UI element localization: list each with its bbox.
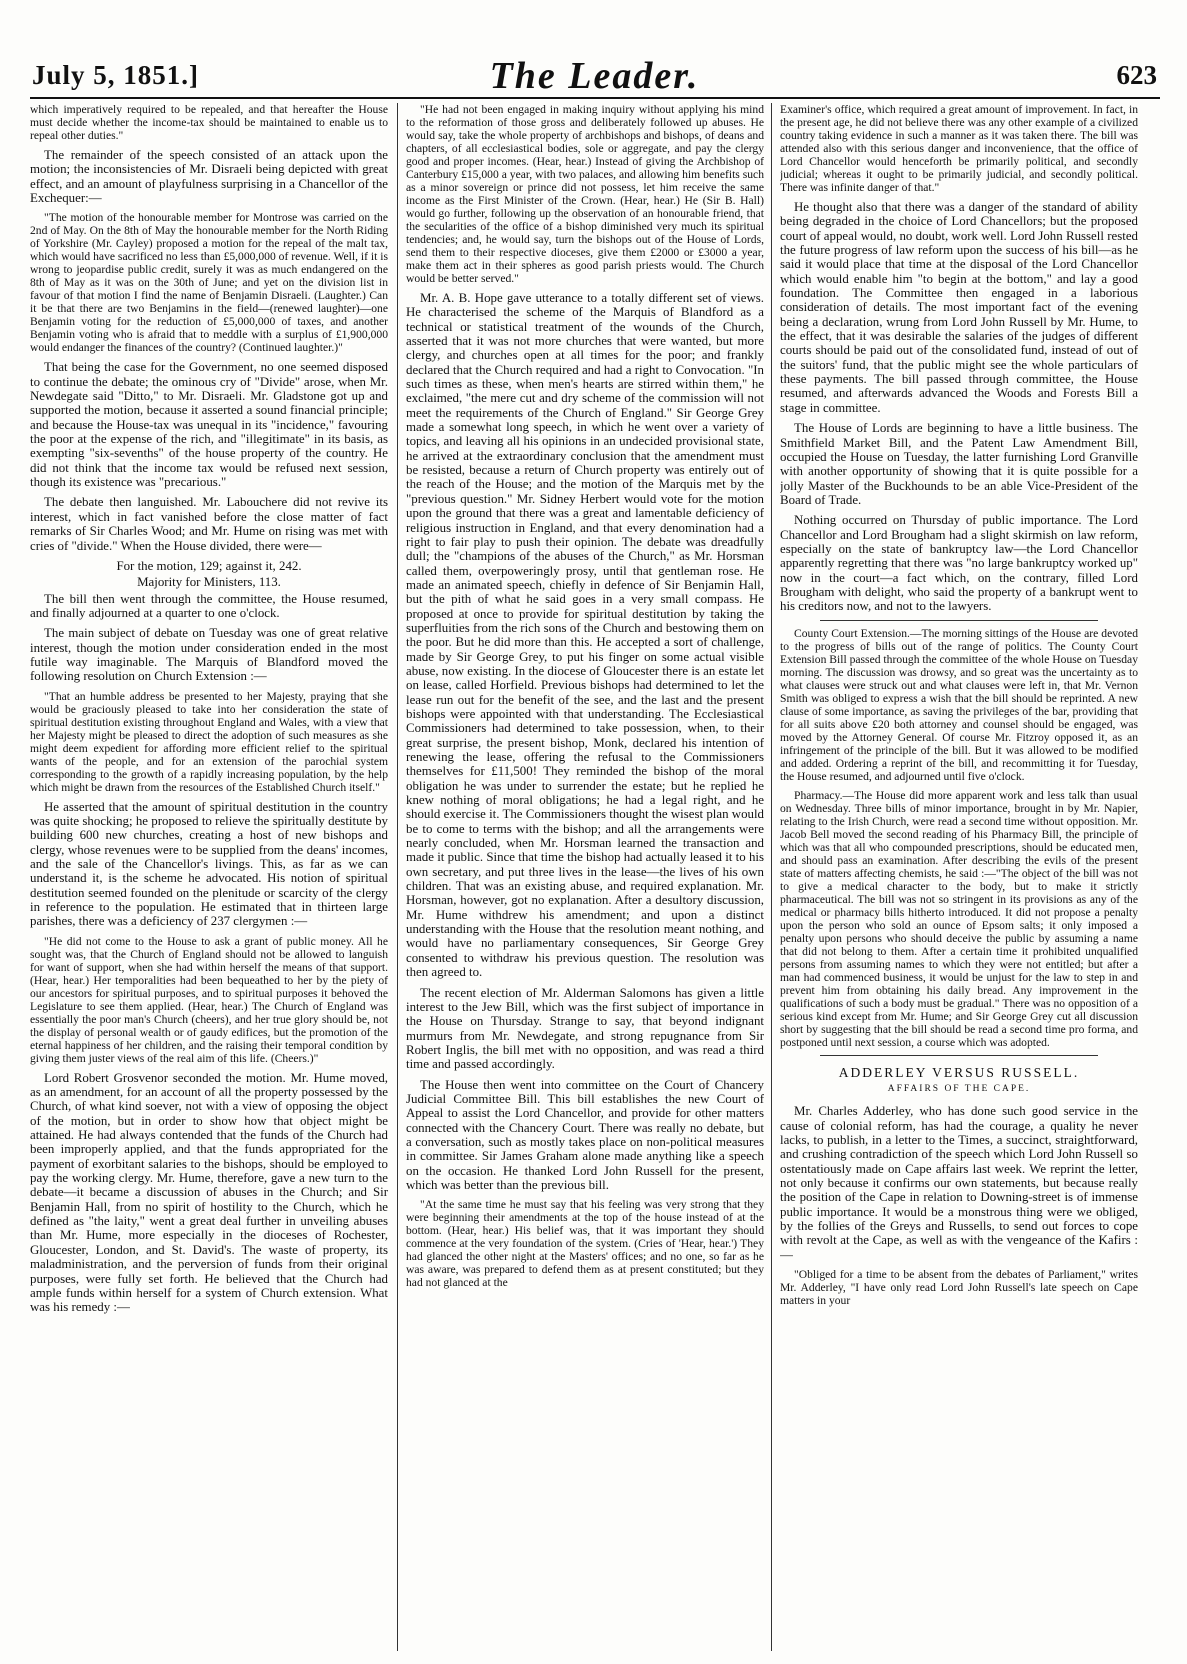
paragraph: Nothing occurred on Thursday of public importance. The Lord Chancellor and Lord Brougham had a slight skirmish on law reform, especially on the state of bankruptcy law—the Lord Chancellor apparently regretting that there was "no large bankruptcy worked up" now in the court—a fact which, on the contrary, filled Lord Brougham with delight, who said the property of a bankrupt went to his creditors now, and not to the lawyers. xyxy=(780,513,1138,614)
paragraph: Pharmacy.—The House did more apparent work and less talk than usual on Wednesday. Three bills of minor importance, brought in by Mr. Napier, relating to the Irish Church, were read a second time without opposition. Mr. Jacob Bell moved the second reading of his Pharmacy Bill, the principle of which was that all who compounded prescriptions, should be educated men, and should pass an examination. After describing the evils of the present state of matters affecting chemists, he said :—"The object of the bill was not to give a medical character to the body, but to make it strictly pharmaceutical. The bill was not so stringent in its provisions as any of the medical or pharmacy bills hitherto introduced. It did not propose a penalty upon the person who sold an ounce of Epsom salts; it only imposed a penalty upon persons who should deceive the public by assuming a name that did not belong to them. After a certain time it prohibited unqualified persons from assuming names to which they were not entitled; but after a man had commenced business, it would be unjust for the law to step in and prevent him from obtaining his daily bread. Any improvement in the qualifications of such a body must be gradual." There was no opposition of a serious kind except from Mr. Hume; and Sir George Grey cut all discussion short by suggesting that the bill should be read a second time pro forma, and postponed until next session, a course which was adopted. xyxy=(780,788,1138,1049)
division-majority: Majority for Ministers, 113. xyxy=(137,575,281,590)
column-1 xyxy=(30,103,388,1651)
quotation: "That an humble address be presented to her Majesty, praying that she would be graciously pleased to take into her consideration the state of spiritual destitution existing throughout England and Wales, with a view that her Majesty might be pleased to direct the adoption of such measures as she might deem expedient for affording more efficient relief to the spiritual wants of the people, and for an extension of the parochial system corresponding to the growth of a rapidly increasing population, by the help which might be drawn from the resources of the Established Church itself." xyxy=(30,689,388,794)
issue-date: July 5, 1851.] xyxy=(32,60,200,90)
masthead-rule xyxy=(30,97,1160,99)
paragraph: That being the case for the Government, no one seemed disposed to continue the debate; the ominous cry of "Divide" arose, when Mr. Newdegate said "Ditto," to Mr. Disraeli. Mr. Gladstone got up and supported the motion, because it asserted a sound financial principle; and because the House-tax was unequal in its "incidence," favouring the poor at the expense of the rich, and "illegitimate" in its basis, as exempting "six-sevenths" of the house property of the country. He did not think that the income tax would be refused next session, though its existence was "precarious." xyxy=(30,360,388,490)
page-number: 623 xyxy=(1116,60,1157,90)
quotation: "He did not come to the House to ask a grant of public money. All he sought was, that the Church of England should not be allowed to languish for want of support, when she had within herself the means of that support. (Hear, hear.) Her temporalities had been bequeathed to her by the piety of our ancestors for spiritual purposes, and to spiritual purposes it behoved the Legislature to see them applied. (Hear, hear.) The Church of England was essentially the poor man's Church (cheers), and her true glory should be, not the display of personal wealth or of gaudy edifices, but the promotion of the eternal happiness of her children, and the raising their temporal condition by giving them juster views of the real aim of this life. (Cheers.)" xyxy=(30,934,388,1065)
section-rule xyxy=(820,1055,1098,1056)
paragraph: He asserted that the amount of spiritual destitution in the country was quite shocking; he proposed to relieve the spiritually destitute by building 600 new churches, creating a host of new bishops and clergy, whose revenues were to be supplied from the deans' incomes, and the sale of the Chancellor's livings. This, as far as we can understand it, is the scheme he advocated. His notion of spiritual destitution seemed founded on the plenitude or scarcity of the clergy in reference to the population. He estimated that in thirteen large parishes, there was a deficiency of 237 clergymen :— xyxy=(30,799,388,929)
quotation: "At the same time he must say that his feeling was very strong that they were beginning their amendments at the top of the house instead of at the bottom. (Hear, hear.) His belief was, that it was important they should commence at the very foundation of the system. (Cries of 'Hear, hear.') They had glanced the other night at the Masters' offices; and no one, so far as he was aware, was prepared to defend them as at present constituted; but they had not glanced at the xyxy=(406,1198,764,1290)
quotation: "Obliged for a time to be absent from the debates of Parliament," writes Mr. Adderley, "I have only read Lord John Russell's late speech on Cape matters in your xyxy=(780,1268,1138,1308)
paragraph: The House then went into committee on the Court of Chancery Judicial Committee Bill. This bill establishes the new Court of Appeal to assist the Lord Chancellor, and provide for other matters connected with the Chancery Court. There was really no debate, but a conversation, such as mostly takes place on non-political measures in committee. Sir James Graham alone made anything like a speech on the occasion. He thanked Lord John Russell for the present, which was better than the previous bill. xyxy=(406,1077,764,1192)
paragraph: The debate then languished. Mr. Labouchere did not revive its interest, which in fact vanished before the close matter of fact remarks of Sir Charles Wood; and Mr. Hume on rising was met with cries of "divide." When the House divided, there were— xyxy=(30,495,388,553)
paragraph: The main subject of debate on Tuesday was one of great relative interest, though the motion under consideration ended in the most futile way imaginable. The Marquis of Blandford moved the following resolution on Church Extension :— xyxy=(30,626,388,684)
article-heading: ADDERLEY VERSUS RUSSELL. xyxy=(838,1064,1080,1080)
paragraph: The remainder of the speech consisted of an attack upon the motion; the inconsistencies of Mr. Disraeli being depicted with great effect, and an amount of playfulness surprising in a Chancellor of the Exchequer:— xyxy=(30,148,388,206)
paragraph: The House of Lords are beginning to have a little business. The Smithfield Market Bill, and the Patent Law Amendment Bill, occupied the House on Tuesday, the latter furnishing Lord Granville with another opportunity of showing that it is quite possible for a jolly Master of the Buckhounds to be an able Vice-President of the Board of Trade. xyxy=(780,421,1138,507)
paragraph: The bill then went through the committee, the House resumed, and finally adjourned at a quarter to one o'clock. xyxy=(30,591,388,620)
newspaper-title: The Leader. xyxy=(489,55,700,97)
column-3 xyxy=(780,103,1138,1651)
paragraph: He thought also that there was a danger of the standard of ability being degraded in the choice of Lord Chancellors; but the proposed court of appeal would, no doubt, work well. Lord John Russell rested the future progress of law reform upon the success of his bill—as he said it would place that time at the disposal of the Lord Chancellor which would enable him "to begin at the bottom," and lay a good foundation. The Committee then engaged in a laborious consideration of details. The most important fact of the evening being a declaration, wrung from Lord John Russell by Mr. Hume, to the effect, that it was desirable the salaries of the judges of different courts should be paid out of the consolidated fund, instead of out of the suitors' fund, that the public might see the whole particulars of these payments. The bill passed through committee, the House resumed, and afterwards advanced the Woods and Forests Bill a stage in committee. xyxy=(780,200,1138,415)
masthead xyxy=(32,52,1157,96)
paragraph: Mr. A. B. Hope gave utterance to a totally different set of views. He characterised the scheme of the Marquis of Blandford as a technical or statistical treatment of the wounds of the Church, asserted that it was not more churches that were wanted, but more clergy, and churches open at all times for the poor; and frankly declared that the Church required and had a right to Convocation. "In such times as these, when men's hearts are stirred within them," he exclaimed, "the mere cut and dry scheme of the commission will not meet the requirements of the Church of England." Sir George Grey made a somewhat long speech, in which he went over a variety of topics, and leaving all his opinions in an undecided provisional state, he arrived at the extraordinary conclusion that the amendment must be resisted, because a return of Church property was entirely out of the reach of the House; and the motion of the Marquis met by the "previous question." Mr. Sidney Herbert would vote for the motion upon the ground that there was a great and lamentable deficiency of religious instruction in England, and that every denomination had a right to fair play to push their opinion. The debate was dreadfully dull; the "champions of the abuses of the Church," as Mr. Horsman called them, overpoweringly prosy, until that gentleman rose. He made an animated speech, chiefly in defence of Sir Benjamin Hall, but the pith of what he said goes in a very small compass. He proposed at once to provide for spiritual destitution by taking the superfluities from the rich sons of the Church and bestowing them on the poor. But he did more than this. He accepted a sort of challenge, made by Sir George Grey, to put his finger on some actual visible abuse, now existing. In the diocese of Gloucester there is an estate let on lease, called Horfield. Previous bishops had determined to let the lease run out for the benefit of the see, and the last and the present bishops were appointed with that understanding. The Ecclesiastical Commissioners had determined to take possession, when, to their great surprise, the present bishop, Monk, declared his intention of renewing the lease, offering the refusal to the Commissioners themselves for £11,500! They reminded the bishop of the moral obligation he was under to surrender the estate; but he replied he knew nothing of moral obligations; he had a legal right, and he should exercise it. The Commissioners thought the wisest plan would be to come to terms with the bishop; and all the arrangements were nearly concluded, when Mr. Horsman learned the transaction and made it public. Since that time the bishop had actually leased it to his own secretary, and put three lives in the lease—the lives of his own children. That was an existing abuse, and required explanation. Mr. Horsman, however, got no explanation. After a desultory discussion, Mr. Hume withdrew his amendment; and upon a distinct understanding with the House that the resolution meant nothing, and would have no parliamentary consequences, Sir George Grey consented to withdraw his previous question. The resolution was then agreed to. xyxy=(406,291,764,980)
paragraph: The recent election of Mr. Alderman Salomons has given a little interest to the Jew Bill, which was the first subject of importance in the House on Thursday. Strange to say, that beyond indignant murmurs from Mr. Newdegate, and strong repugnance from Sir Robert Inglis, the bill met with no opposition, and was read a third time and passed accordingly. xyxy=(406,985,764,1072)
section-rule xyxy=(820,620,1098,621)
paragraph: County Court Extension.—The morning sittings of the House are devoted to the progress of bills out of the range of politics. The County Court Extension Bill passed through the committee of the whole House on Tuesday morning. The discussion was drowsy, and so great was the uncertainty as to what clauses were struck out and what clauses were left in, that Mr. Vernon Smith was obliged to express a wish that the bill should be reprinted. A new clause of some importance, as saving the privileges of the bar, providing that for all suits above £20 both attorney and counsel should be engaged, was moved by the Attorney General. Of course Mr. Fitzroy opposed it, as an infringement of the principle of the bill. But it was allowed to be modified and added. Ordering a reprint of the bill, and recommitting it for Tuesday, the House resumed, and adjourned until five o'clock. xyxy=(780,626,1138,783)
quotation: "He had not been engaged in making inquiry without applying his mind to the reformation of those gross and deliberately followed up abuses. He would say, take the whole property of archbishops and bishops, of deans and chapters, of all ecclesiastical bodies, sole or aggregate, and pay the clergy good and proper incomes. (Hear, hear.) Instead of giving the Archbishop of Canterbury £15,000 a year, with two palaces, and allowing him benefits such as a minor sovereign or prince did not possess, let him receive the same income as the First Minister of the Crown. (Hear, hear.) He (Sir B. Hall) would go further, following up the observation of an honourable friend, that the secularities of the office of a bishop diminished very much its spiritual tendencies; and, he would say, turn the bishops out of the House of Lords, send them to their respective dioceses, give them £2000 or £3000 a year, make them act in their spheres as good parish priests would. The Church would be better served." xyxy=(406,103,764,285)
paragraph: Mr. Charles Adderley, who has done such good service in the cause of colonial reform, has had the courage, a quality he never lacks, to publish, in a letter to the Times, a succinct, straightforward, and crushing contradiction of the speech which Lord John Russell so ostentatiously made on Cape affairs last week. We reprint the letter, not only because it confirms our own statements, but because really the position of the Cape in relation to Downing-street is of immense public importance. It would be a monstrous thing were we obliged, by the follies of the Greys and Russells, to send out forces to cope with revolt at the Cape, as well as with the vengeance of the Kafirs :— xyxy=(780,1104,1138,1262)
article-subheading: AFFAIRS OF THE CAPE. xyxy=(887,1083,1031,1094)
column-2 xyxy=(406,103,764,1651)
quotation: Examiner's office, which required a great amount of improvement. In fact, in the present age, he did not believe there was any other example of a civilized country taking evidence in such a manner as it was taken there. The bill was attended also with this serious danger and inconvenience, that the office of Lord Chancellor would henceforth be primarily political, and secondly judicial; whereas it ought to be primarily judicial, and secondly political. There was infinite danger of that." xyxy=(780,103,1138,194)
quotation: "The motion of the honourable member for Montrose was carried on the 2nd of May. On the 8th of May the honourable member for the North Riding of Yorkshire (Mr. Cayley) proposed a motion for the repeal of the malt tax, which would have sacrificed no less than £5,000,000 of revenue. Well, if it is wrong to jeopardise public credit, surely it was as much endangered on the 8th of May as it was on the 30th of June; and yet on the division list in favour of that motion I find the name of Benjamin Disraeli. (Laughter.) Can it be that there are two Benjamins in the field—(renewed laughter)—one Benjamin voting for the reduction of £5,000,000 of taxes, and another Benjamin voting who is afraid that to meddle with a surplus of £1,900,000 would endanger the finances of the country? (Continued laughter.)" xyxy=(30,211,388,355)
column-divider xyxy=(771,103,772,1651)
division-result: For the motion, 129; against it, 242. xyxy=(116,558,302,573)
paragraph: Lord Robert Grosvenor seconded the motion. Mr. Hume moved, as an amendment, for an account of all the property possessed by the Church, of what kind soever, not with a view of opposing the object of the motion, but in order to show how that object might be attained. He had always contended that the funds of the Church had been improperly applied, and that the funds appropriated for the payment of exorbitant salaries to the bishops, should be employed to pay the working clergy. Mr. Hume, therefore, gave a new turn to the debate—it became a discussion of abuses in the Church; and Sir Benjamin Hall, from no spirit of hostility to the Church, which he defined as "the laity," went a great deal further in unveiling abuses than Mr. Hume, more especially in the dioceses of Rochester, Gloucester, London, and St. David's. The waste of property, its maladministration, and the perversion of funds from their original purposes, were fully set forth. He believed that the Church had ample funds within herself for a system of Church extension. What was his remedy :— xyxy=(30,1070,388,1315)
paragraph: which imperatively required to be repealed, and that hereafter the House must decide whether the income-tax should be maintained to enable us to repeal other duties." xyxy=(30,103,388,142)
column-divider xyxy=(397,103,398,1651)
